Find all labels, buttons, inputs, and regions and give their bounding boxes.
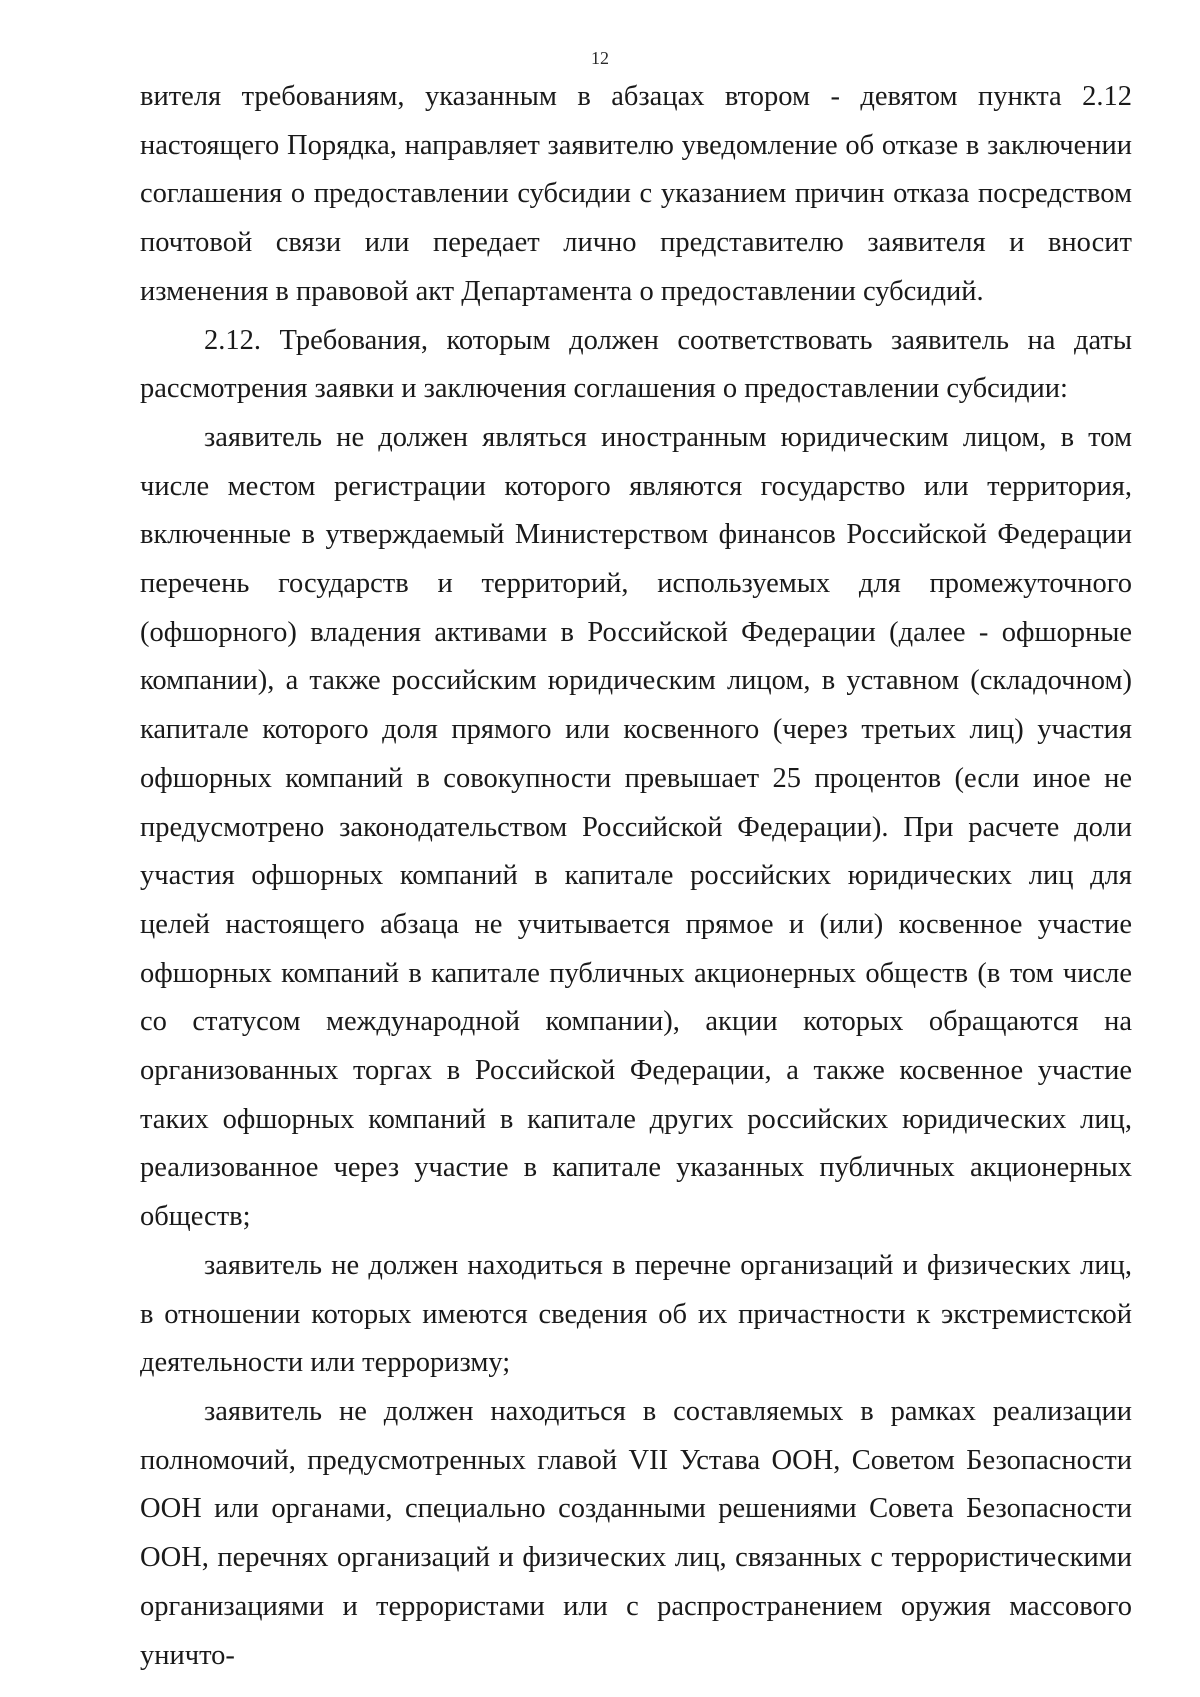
paragraph-section-2-12: 2.12. Требования, которым должен соответствовать заявитель на даты рассмотрения заявки и заключения соглашения о предоставлении субсидии: — [140, 324, 1132, 405]
page-number: 12 — [591, 48, 609, 68]
paragraph-continuation: вителя требованиям, указанным в абзацах втором - девятом пункта 2.12 настоящего Порядка, направляет заявителю уведомление об отказе в заключении соглашения о предоставлении субсидии с указанием причин отказа посредством почтовой связи или передает лично представителю заявителя и вносит изменения в правовой акт Департамента о предоставлении субсидий. — [140, 81, 1132, 307]
paragraph-un-sanctions-requirement: заявитель не должен находиться в составляемых в рамках реализации полномочий, предусмотренных главой VII Устава ООН, Советом Безопасности ООН или органами, специально созданными решениями Совета Безопасности ООН, перечнях организаций и физических лиц, связанных с террористическими организациями и террористами или с распространением оружия массового уничто- — [140, 1395, 1132, 1671]
paragraph-extremism-requirement: заявитель не должен находиться в перечне организаций и физических лиц, в отношении которых имеются сведения об их причастности к экстремистской деятельности или терроризму; — [140, 1249, 1132, 1379]
document-body — [140, 73, 1132, 1680]
paragraph-offshore-requirement: заявитель не должен являться иностранным юридическим лицом, в том числе местом регистрации которого являются государство или территория, включенные в утверждаемый Министерством финансов Российской Федерации перечень государств и территорий, используемых для промежуточного (офшорного) владения активами в Российской Федерации (далее - офшорные компании), а также российским юридическим лицом, в уставном (складочном) капитале которого доля прямого или косвенного (через третьих лиц) участия офшорных компаний в совокупности превышает 25 процентов (если иное не предусмотрено законодательством Российской Федерации). При расчете доли участия офшорных компаний в капитале российских юридических лиц для целей настоящего абзаца не учитывается прямое и (или) косвенное участие офшорных компаний в капитале публичных акционерных обществ (в том числе со статусом международной компании), акции которых обращаются на организованных торгах в Российской Федерации, а также косвенное участие таких офшорных компаний в капитале других российских юридических лиц, реализованное через участие в капитале указанных публичных акционерных обществ; — [140, 421, 1132, 1233]
